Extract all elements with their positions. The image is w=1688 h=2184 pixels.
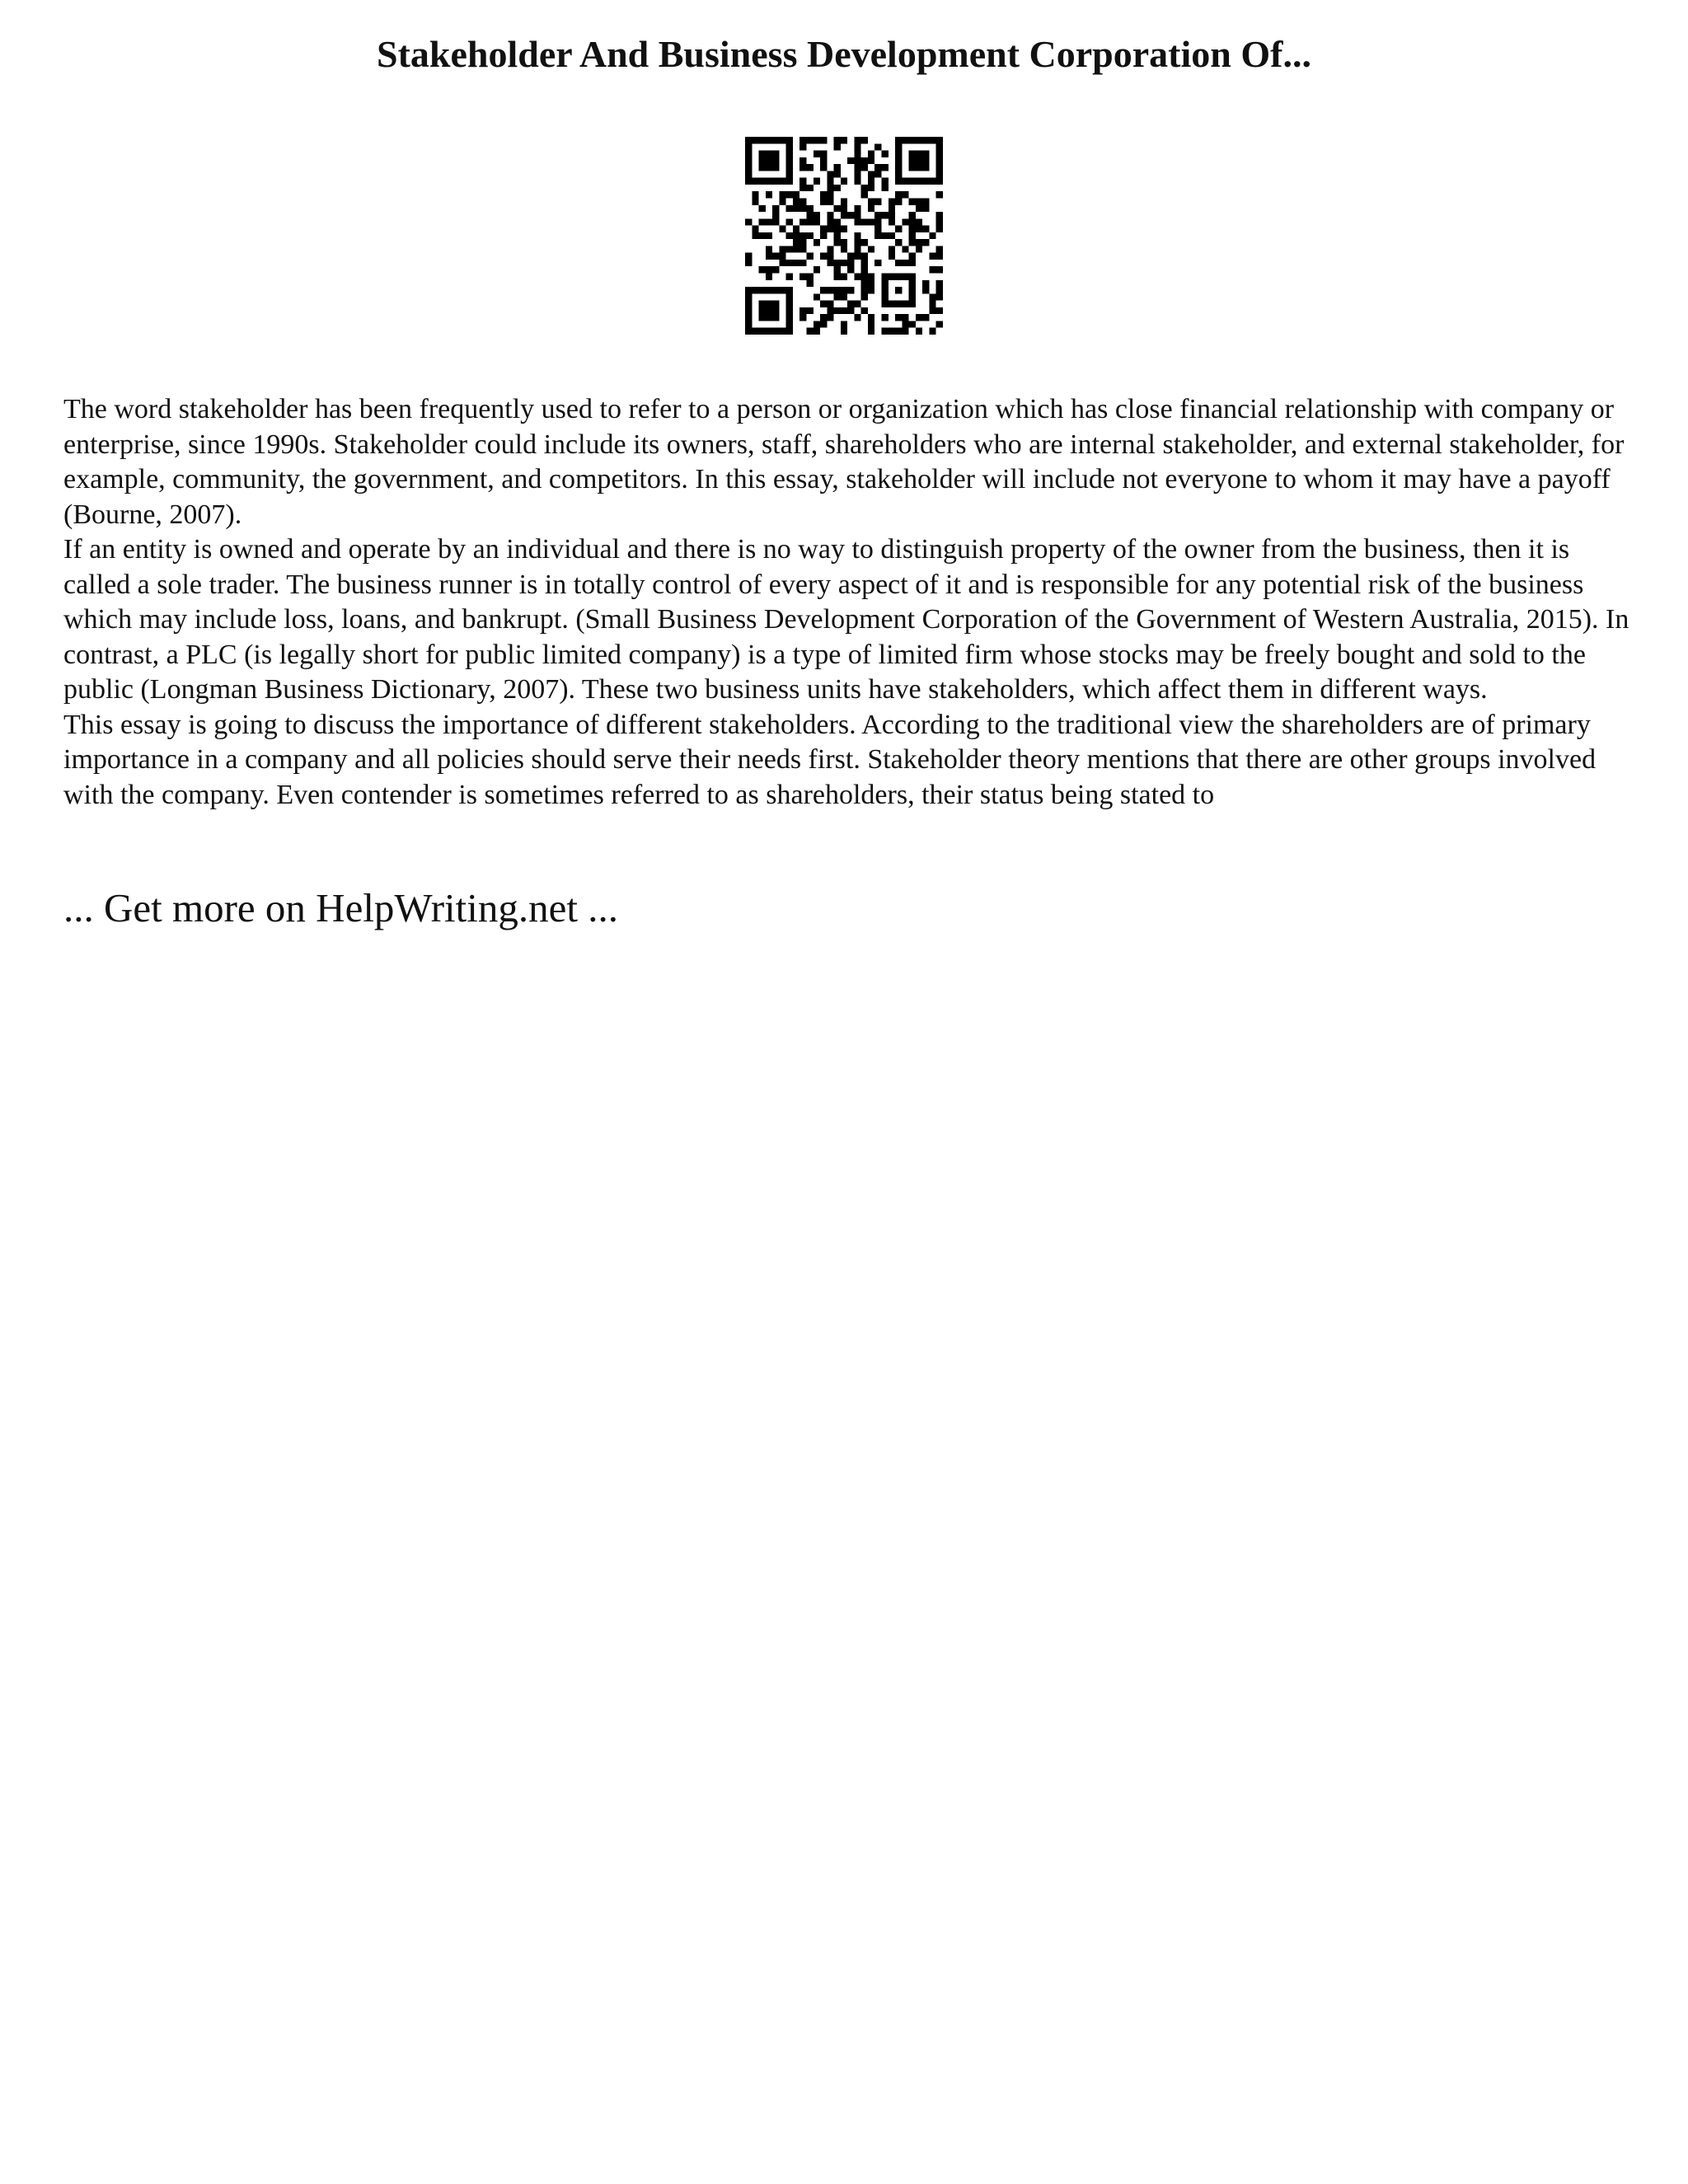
essay-paragraph: The word stakeholder has been frequently used to refer to a person or organization which has close financial relationship with company or enterprise, since 1990s. Stakeholder could include its owners, staff, shareholders who are internal stakeholder, and external stakeholder, for example, community, the government, and competitors. In this essay, stakeholder will include not everyone to whom it may have a payoff (Bourne, 2007). bbox=[63, 394, 1625, 530]
essay-paragraph: If an entity is owned and operate by an individual and there is no way to distinguish property of the owner from the business, then it is called a sole trader. The business runner is in totally control of every aspect of it and is responsible for any potential risk of the business which may include loss, loans, and bankrupt. (Small Business Development Corporation of the Government of Western Australia, 2015). In contrast, a PLC (is legally short for public limited company) is a type of limited firm whose stocks may be freely bought and sold to the public (Longman Business Dictionary, 2007). These two business units have stakeholders, which affect them in different ways. bbox=[63, 534, 1629, 705]
get-more-link[interactable]: ... Get more on HelpWriting.net ... bbox=[63, 885, 618, 930]
qr-code-icon bbox=[745, 137, 943, 335]
essay-body bbox=[63, 392, 1629, 813]
essay-paragraph: This essay is going to discuss the importance of different stakeholders. According to the traditional view the shareholders are of primary importance in a company and all policies should serve their needs first. Stakeholder theory mentions that there are other groups involved with the company. Even contender is sometimes referred to as shareholders, their status being stated to bbox=[63, 709, 1597, 810]
page-title: Stakeholder And Business Development Corporation Of... bbox=[377, 33, 1311, 75]
